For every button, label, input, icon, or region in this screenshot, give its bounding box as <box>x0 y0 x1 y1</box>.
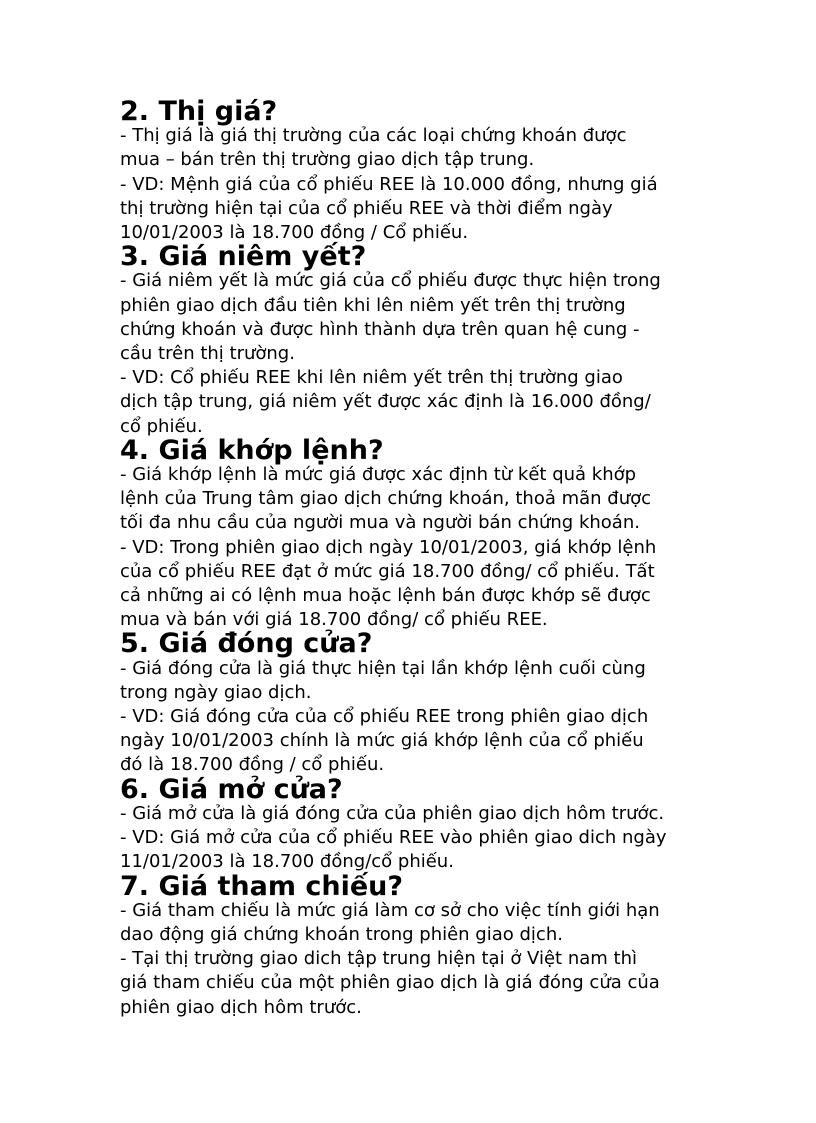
text-line: - VD: Cổ phiếu REE khi lên niêm yết trên thị trường giao <box>120 367 623 389</box>
section-heading: 3. Giá niêm yết? <box>120 241 367 273</box>
text-line: - Thị giá là giá thị trường của các loại chứng khoán được <box>120 125 627 147</box>
text-line: giá tham chiếu của một phiên giao dịch là giá đóng cửa của <box>120 972 660 994</box>
text-line: dao động giá chứng khoán trong phiên giao dịch. <box>120 923 563 945</box>
text-line: - Giá khớp lệnh là mức giá được xác định từ kết quả khớp <box>120 464 637 486</box>
paragraph <box>120 657 740 705</box>
text-line: - VD: Giá mở cửa của cổ phiếu REE vào phiên giao dich ngày <box>120 827 667 849</box>
text-line: thị trường hiện tại của cổ phiếu REE và thời điểm ngày <box>120 197 613 219</box>
text-line: cầu trên thị trường. <box>120 343 295 365</box>
paragraph <box>120 269 740 366</box>
paragraph <box>120 899 740 947</box>
paragraph <box>120 173 740 246</box>
text-line: cổ phiếu. <box>120 415 203 437</box>
text-line: phiên giao dịch hôm trước. <box>120 996 362 1018</box>
section-heading: 6. Giá mở cửa? <box>120 773 343 805</box>
text-line: mua và bán với giá 18.700 đồng/ cổ phiếu REE. <box>120 609 548 631</box>
section-gia-khop-lenh <box>120 434 740 633</box>
text-line: - Giá niêm yết là mức giá của cổ phiếu được thực hiện trong <box>120 270 661 292</box>
text-line: chứng khoán và được hình thành dựa trên quan hệ cung - <box>120 318 640 340</box>
text-line: - Giá đóng cửa là giá thực hiện tại lần khớp lệnh cuối cùng <box>120 657 646 679</box>
section-heading: 7. Giá tham chiếu? <box>120 870 404 902</box>
text-line: lệnh của Trung tâm giao dịch chứng khoán, thoả mãn được <box>120 488 652 510</box>
paragraph <box>120 705 740 778</box>
paragraph <box>120 366 740 439</box>
text-line: cả những ai có lệnh mua hoặc lệnh bán được khớp sẽ được <box>120 585 651 607</box>
section-gia-mo-cua <box>120 773 740 875</box>
paragraph <box>120 826 740 874</box>
text-line: tối đa nhu cầu của người mua và người bán chứng khoán. <box>120 512 640 534</box>
section-gia-tham-chieu <box>120 870 740 1020</box>
document-page <box>120 96 740 1020</box>
section-gia-niem-yet <box>120 241 740 439</box>
paragraph <box>120 536 740 633</box>
text-line: mua – bán trên thị trường giao dịch tập trung. <box>120 149 535 171</box>
text-line: - Giá tham chiếu là mức giá làm cơ sở cho việc tính giới hạn <box>120 899 660 921</box>
text-line: 10/01/2003 là 18.700 đồng / Cổ phiếu. <box>120 222 469 244</box>
text-line: ngày 10/01/2003 chính là mức giá khớp lệnh của cổ phiếu <box>120 730 644 752</box>
section-gia-dong-cua <box>120 628 740 777</box>
text-line: - Giá mở cửa là giá đóng cửa của phiên giao dịch hôm trước. <box>120 802 665 824</box>
paragraph <box>120 947 740 1020</box>
text-line: - VD: Giá đóng cửa của cổ phiếu REE trong phiên giao dịch <box>120 706 649 728</box>
text-line: - Tại thị trường giao dich tập trung hiện tại ở Việt nam thì <box>120 948 637 970</box>
text-line: 11/01/2003 là 18.700 đồng/cổ phiếu. <box>120 851 454 873</box>
section-heading: 5. Giá đóng cửa? <box>120 628 373 660</box>
text-line: của cổ phiếu REE đạt ở mức giá 18.700 đồng/ cổ phiếu. Tất <box>120 560 655 582</box>
text-line: phiên giao dịch đầu tiên khi lên niêm yết trên thị trường <box>120 294 626 316</box>
paragraph <box>120 124 740 172</box>
paragraph <box>120 802 740 826</box>
text-line: dịch tập trung, giá niêm yết được xác định là 16.000 đồng/ <box>120 391 651 413</box>
section-heading: 2. Thị giá? <box>120 96 278 127</box>
section-heading: 4. Giá khớp lệnh? <box>120 434 384 466</box>
text-line: - VD: Trong phiên giao dịch ngày 10/01/2003, giá khớp lệnh <box>120 536 657 558</box>
text-line: đó là 18.700 đồng / cổ phiếu. <box>120 754 385 776</box>
paragraph <box>120 463 740 536</box>
text-line: trong ngày giao dịch. <box>120 681 312 703</box>
text-line: - VD: Mệnh giá của cổ phiếu REE là 10.000 đồng, nhưng giá <box>120 173 658 195</box>
section-thi-gia <box>120 96 740 245</box>
